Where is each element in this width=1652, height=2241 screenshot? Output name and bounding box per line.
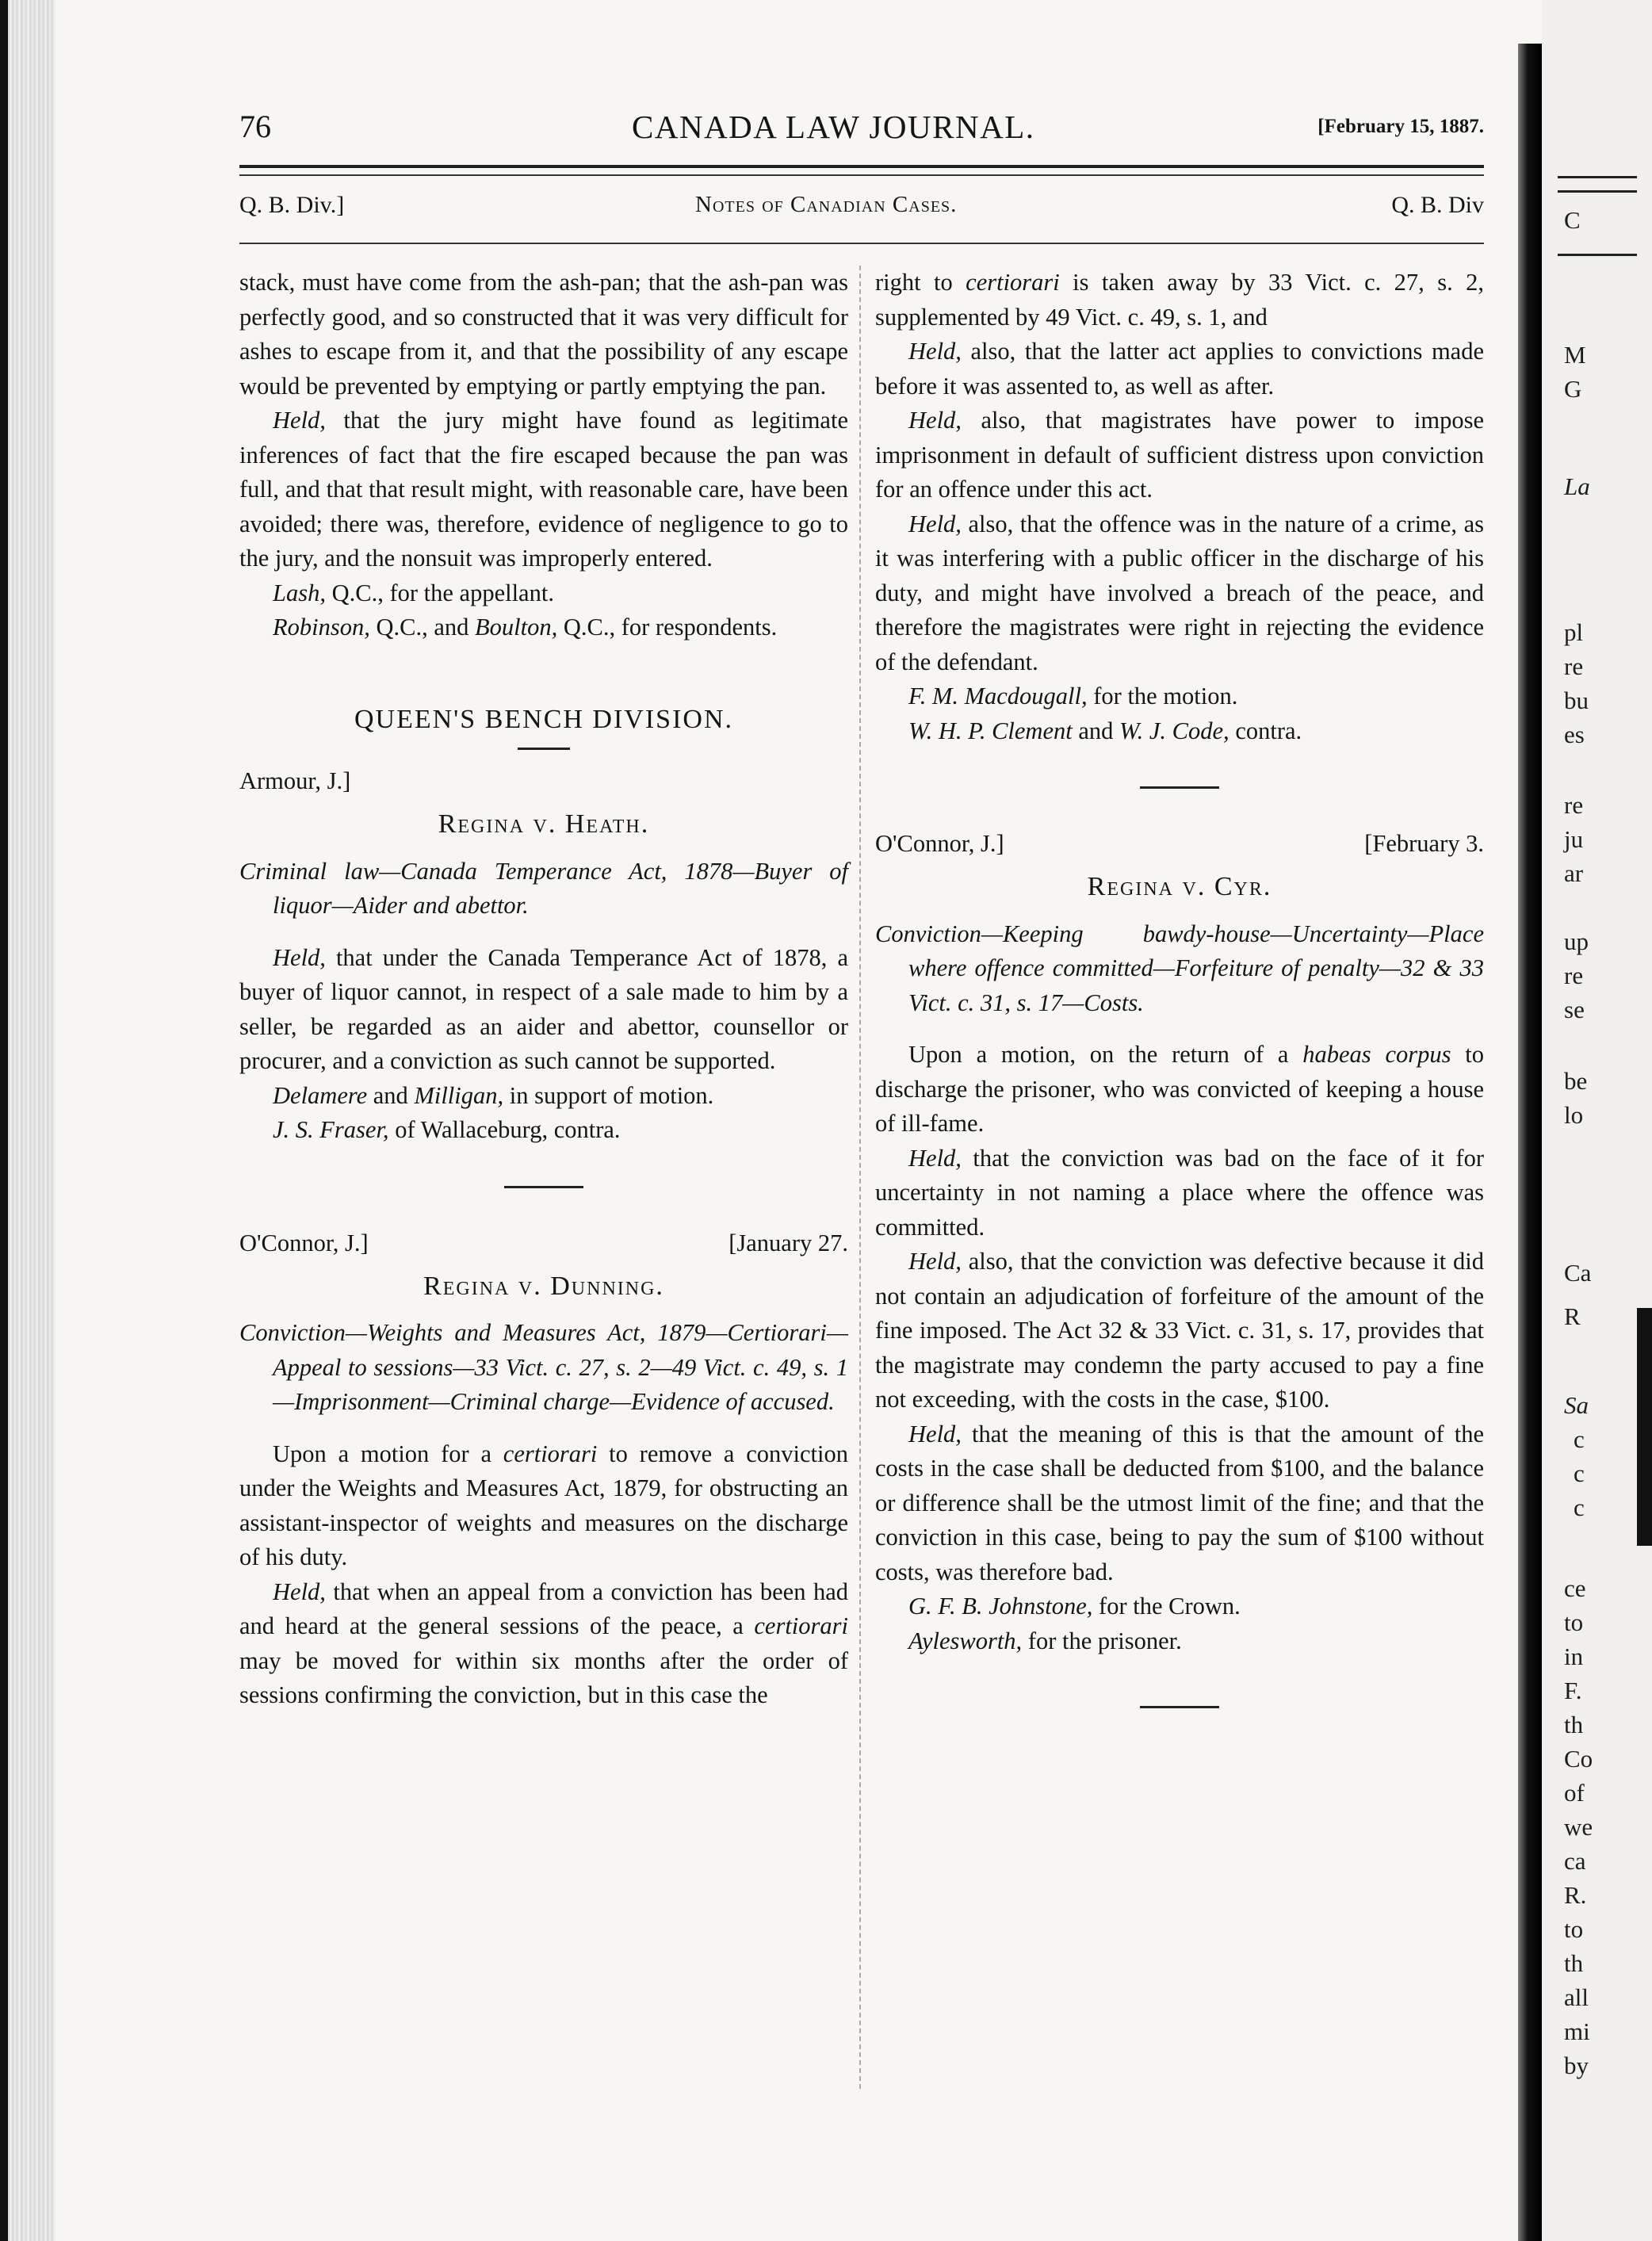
held-label: Held, xyxy=(908,1420,962,1447)
paragraph xyxy=(239,941,848,1079)
paragraph-text: also, that magistrates have power to impose imprisonment in default of sufficient distress upon conviction for an offence under this act. xyxy=(875,407,1484,503)
division-title: QUEEN'S BENCH DIVISION. xyxy=(354,704,734,734)
adjacent-fragment: es xyxy=(1564,721,1585,748)
adjacent-fragment: th xyxy=(1564,1949,1584,1977)
headnote: Conviction—Keeping bawdy-house—Uncertainty—Place where offence committed—Forfeiture of penalty—32 & 33 Vict. c. 31, s. 17—Costs. xyxy=(875,920,1484,1016)
adjacent-fragment: Co xyxy=(1564,1745,1593,1773)
case-name: Regina v. Heath. xyxy=(438,809,650,839)
paragraph xyxy=(239,1437,848,1575)
counsel-line xyxy=(239,1113,848,1148)
adjacent-fragment: mi xyxy=(1564,2017,1590,2045)
paragraph-text: Upon a motion, on the return of a xyxy=(908,1041,1303,1068)
case-name: Regina v. Dunning. xyxy=(423,1271,664,1301)
adjacent-fragment: to xyxy=(1564,1608,1584,1636)
adjacent-fragment: re xyxy=(1564,962,1584,989)
adjacent-fragment: ju xyxy=(1564,825,1584,853)
held-label: Held, xyxy=(908,1144,962,1172)
adjacent-rule xyxy=(1558,190,1637,193)
paragraph-text: Upon a motion for a xyxy=(273,1440,503,1467)
case-date: [January 27. xyxy=(728,1229,848,1256)
adjacent-fragment: Sa xyxy=(1564,1391,1589,1419)
italic-term: certiorari xyxy=(966,269,1060,296)
counsel-line xyxy=(875,714,1484,749)
counsel-name: W. J. Code, xyxy=(1119,717,1229,744)
issue-date: [February 15, 1887. xyxy=(1317,116,1484,137)
subhead-center: Notes of Canadian Cases. xyxy=(695,192,958,217)
paragraph-text: to remove a conviction under the Weights and Measures Act, 1879, for obstructing an assistant-inspector of weights and measures on the discharge of his duty. xyxy=(239,1440,848,1570)
adjacent-fragment: c xyxy=(1574,1459,1585,1487)
paragraph-text: also, that the conviction was defective because it did not contain an adjudication of forfeiture of the amount of the fine imposed. The Act 32 & 33 Vict. c. 31, s. 17, provides that the magistrate may condemn the party accused to pay a fine not exceeding, with the costs in the case, $100. xyxy=(875,1248,1484,1413)
scan-margin-left xyxy=(0,0,55,2241)
counsel-text: in support of motion. xyxy=(503,1081,714,1109)
paragraph-text: that when an appeal from a conviction has been had and heard at the general sessions of the peace, a xyxy=(239,1577,848,1639)
paragraph-text: also, that the offence was in the nature of a crime, as it was interfering with a public officer in the discharge of his duty, and might have involved a breach of the peace, and therefore the magistrates were right in rejecting the evidence of the defendant. xyxy=(875,510,1484,675)
paragraph-text: also, that the latter act applies to convictions made before it was assented to, as well as after. xyxy=(875,338,1484,400)
counsel-name: Boulton, xyxy=(475,614,558,641)
adjacent-fragment: lo xyxy=(1564,1101,1584,1129)
counsel-text: for the prisoner. xyxy=(1022,1627,1182,1654)
adjacent-fragment: bu xyxy=(1564,686,1589,714)
adjacent-fragment: by xyxy=(1564,2052,1589,2079)
adjacent-fragment: c xyxy=(1574,1493,1585,1521)
right-column xyxy=(875,266,1484,1746)
held-label: Held, xyxy=(908,338,962,365)
left-column xyxy=(239,266,848,1713)
adjacent-fragment: of xyxy=(1564,1779,1585,1807)
paragraph xyxy=(875,266,1484,335)
italic-term: certiorari xyxy=(503,1440,598,1467)
italic-term: certiorari xyxy=(754,1612,848,1639)
short-rule xyxy=(518,748,570,750)
held-label: Held, xyxy=(908,1248,962,1275)
counsel-name: W. H. P. Clement xyxy=(908,717,1073,744)
paragraph-text: is taken away by 33 Vict. c. 27, s. 2, supplemented by 49 Vict. c. 49, s. 1, and xyxy=(875,269,1484,331)
page-number: 76 xyxy=(239,109,271,144)
adjacent-fragment: we xyxy=(1564,1813,1593,1841)
case-name: Regina v. Cyr. xyxy=(1087,872,1272,901)
counsel-name: G. F. B. Johnstone, xyxy=(908,1593,1093,1620)
counsel-text: Q.C., and xyxy=(369,614,476,641)
paragraph-text: that the jury might have found as legitimate inferences of fact that the fire escaped because the pan was full, and that that result might, with reasonable care, have been avoided; there was, therefore, evidence of negligence to go to the jury, and the nonsuit was improperly entered. xyxy=(239,407,848,572)
adjacent-fragment: G xyxy=(1564,375,1582,403)
held-label: Held, xyxy=(273,943,326,971)
paragraph-text: to discharge the prisoner, who was convicted of keeping a house of ill-fame. xyxy=(875,1041,1485,1137)
paragraph: stack, must have come from the ash-pan; that the ash-pan was perfectly good, and so constructed that it was very difficult for ashes to escape from it, and that the possibility of any escape would be prevented by emptying or partly emptying the pan. xyxy=(239,269,848,400)
counsel-text: contra. xyxy=(1229,717,1302,744)
judge-name: Armour, J.] xyxy=(239,767,351,794)
adjacent-rule xyxy=(1558,254,1637,256)
counsel-name: Milligan, xyxy=(414,1081,504,1109)
counsel-text: Q.C., for respondents. xyxy=(557,614,778,641)
italic-term: habeas corpus xyxy=(1302,1041,1451,1068)
adjacent-fragment: ca xyxy=(1564,1847,1586,1875)
header-rule xyxy=(239,174,1484,176)
adjacent-fragment: La xyxy=(1564,472,1590,500)
counsel-text: for the motion. xyxy=(1087,683,1238,709)
adjacent-fragment: th xyxy=(1564,1711,1584,1738)
paragraph xyxy=(875,1417,1484,1590)
paragraph-text: that the conviction was bad on the face of it for uncertainty in not naming a place where the offence was committed. xyxy=(875,1144,1484,1241)
adjacent-fragment: in xyxy=(1564,1643,1584,1670)
counsel-name: Aylesworth, xyxy=(908,1627,1023,1654)
judge-line xyxy=(239,1226,848,1263)
judge-line xyxy=(239,764,848,801)
paragraph-text: that under the Canada Temperance Act of 1878, a buyer of liquor cannot, in respect of a sale made to him by a seller, be regarded as an aider and abettor, counsellor or procurer, and a conviction as such cannot be supported. xyxy=(239,943,848,1074)
header-rule xyxy=(239,165,1484,168)
adjacent-fragment: F. xyxy=(1564,1677,1582,1704)
counsel-name: Delamere xyxy=(273,1081,368,1109)
journal-title: CANADA LAW JOURNAL. xyxy=(632,109,1035,145)
counsel-line xyxy=(875,1624,1484,1659)
counsel-text: of Wallaceburg, contra. xyxy=(388,1116,621,1143)
paragraph xyxy=(875,335,1484,403)
counsel-text: and xyxy=(1072,717,1120,744)
counsel-name: F. M. Macdougall, xyxy=(908,683,1088,709)
adjacent-page xyxy=(1542,0,1652,2241)
counsel-text: and xyxy=(367,1081,415,1109)
paragraph xyxy=(239,1575,848,1713)
counsel-line xyxy=(875,1589,1484,1624)
counsel-line xyxy=(239,610,848,645)
adjacent-fragment: to xyxy=(1564,1915,1584,1943)
counsel-name: J. S. Fraser, xyxy=(273,1116,389,1143)
case-separator xyxy=(1140,1706,1219,1708)
adjacent-fragment: up xyxy=(1564,927,1589,955)
paragraph xyxy=(239,403,848,576)
adjacent-fragment: R xyxy=(1564,1302,1581,1330)
adjacent-fragment: Ca xyxy=(1564,1259,1592,1287)
running-head xyxy=(239,108,1484,155)
counsel-text: for the Crown. xyxy=(1092,1593,1241,1620)
held-label: Held, xyxy=(273,1577,326,1605)
adjacent-fragment: C xyxy=(1564,206,1581,234)
adjacent-shade xyxy=(1637,1308,1652,1546)
headnote: Criminal law—Canada Temperance Act, 1878—Buyer of liquor—Aider and abettor. xyxy=(239,857,848,919)
counsel-name: Lash, xyxy=(273,579,326,606)
adjacent-fragment: pl xyxy=(1564,618,1584,646)
counsel-line xyxy=(875,679,1484,714)
adjacent-fragment: be xyxy=(1564,1067,1588,1095)
scan-edge-left xyxy=(0,0,8,2241)
judge-name: O'Connor, J.] xyxy=(239,1229,369,1256)
subhead-rule xyxy=(239,243,1484,244)
judge-line xyxy=(875,827,1484,863)
adjacent-fragment: ar xyxy=(1564,859,1584,887)
case-date: [February 3. xyxy=(1364,830,1484,857)
headnote: Conviction—Weights and Measures Act, 1879—Certiorari—Appeal to sessions—33 Vict. c. 27, s. 2—49 Vict. c. 49, s. 1—Imprisonment—Criminal charge—Evidence of accused. xyxy=(239,1319,848,1415)
section-subhead xyxy=(239,192,1484,224)
held-label: Held, xyxy=(908,510,962,537)
adjacent-fragment: c xyxy=(1574,1425,1585,1453)
subhead-right: Q. B. Div xyxy=(1391,192,1484,218)
counsel-name: Robinson, xyxy=(273,614,370,641)
held-label: Held, xyxy=(908,407,962,434)
page-gutter-shadow xyxy=(1518,44,1542,2241)
paragraph xyxy=(875,1142,1484,1245)
paragraph-text: right to xyxy=(875,269,966,296)
paragraph xyxy=(875,1038,1484,1142)
paragraph xyxy=(875,1245,1484,1417)
adjacent-fragment: R. xyxy=(1564,1881,1587,1909)
paragraph-text: may be moved for within six months after the order of sessions confirming the conviction, but in this case the xyxy=(239,1646,848,1708)
paragraph-text: that the meaning of this is that the amount of the costs in the case shall be deducted from $100, and the balance or difference shall be the utmost limit of the fine; and that the conviction in this case, being to pay the sum of $100 without costs, was therefore bad. xyxy=(875,1420,1484,1585)
counsel-line xyxy=(239,1079,848,1114)
adjacent-fragment: re xyxy=(1564,652,1584,680)
counsel-text: Q.C., for the appellant. xyxy=(325,579,554,606)
case-separator xyxy=(504,1186,583,1188)
counsel-line xyxy=(239,576,848,611)
case-separator xyxy=(1140,786,1219,789)
adjacent-fragment: re xyxy=(1564,791,1584,819)
adjacent-rule xyxy=(1558,176,1637,178)
adjacent-fragment: ce xyxy=(1564,1574,1586,1602)
held-label: Held, xyxy=(273,407,326,434)
subhead-left: Q. B. Div.] xyxy=(239,192,345,218)
paragraph xyxy=(875,507,1484,680)
column-divider xyxy=(859,266,861,2089)
judge-name: O'Connor, J.] xyxy=(875,830,1004,857)
adjacent-fragment: all xyxy=(1564,1983,1589,2011)
adjacent-fragment: se xyxy=(1564,996,1585,1023)
adjacent-fragment: M xyxy=(1564,341,1586,369)
paragraph xyxy=(875,403,1484,507)
